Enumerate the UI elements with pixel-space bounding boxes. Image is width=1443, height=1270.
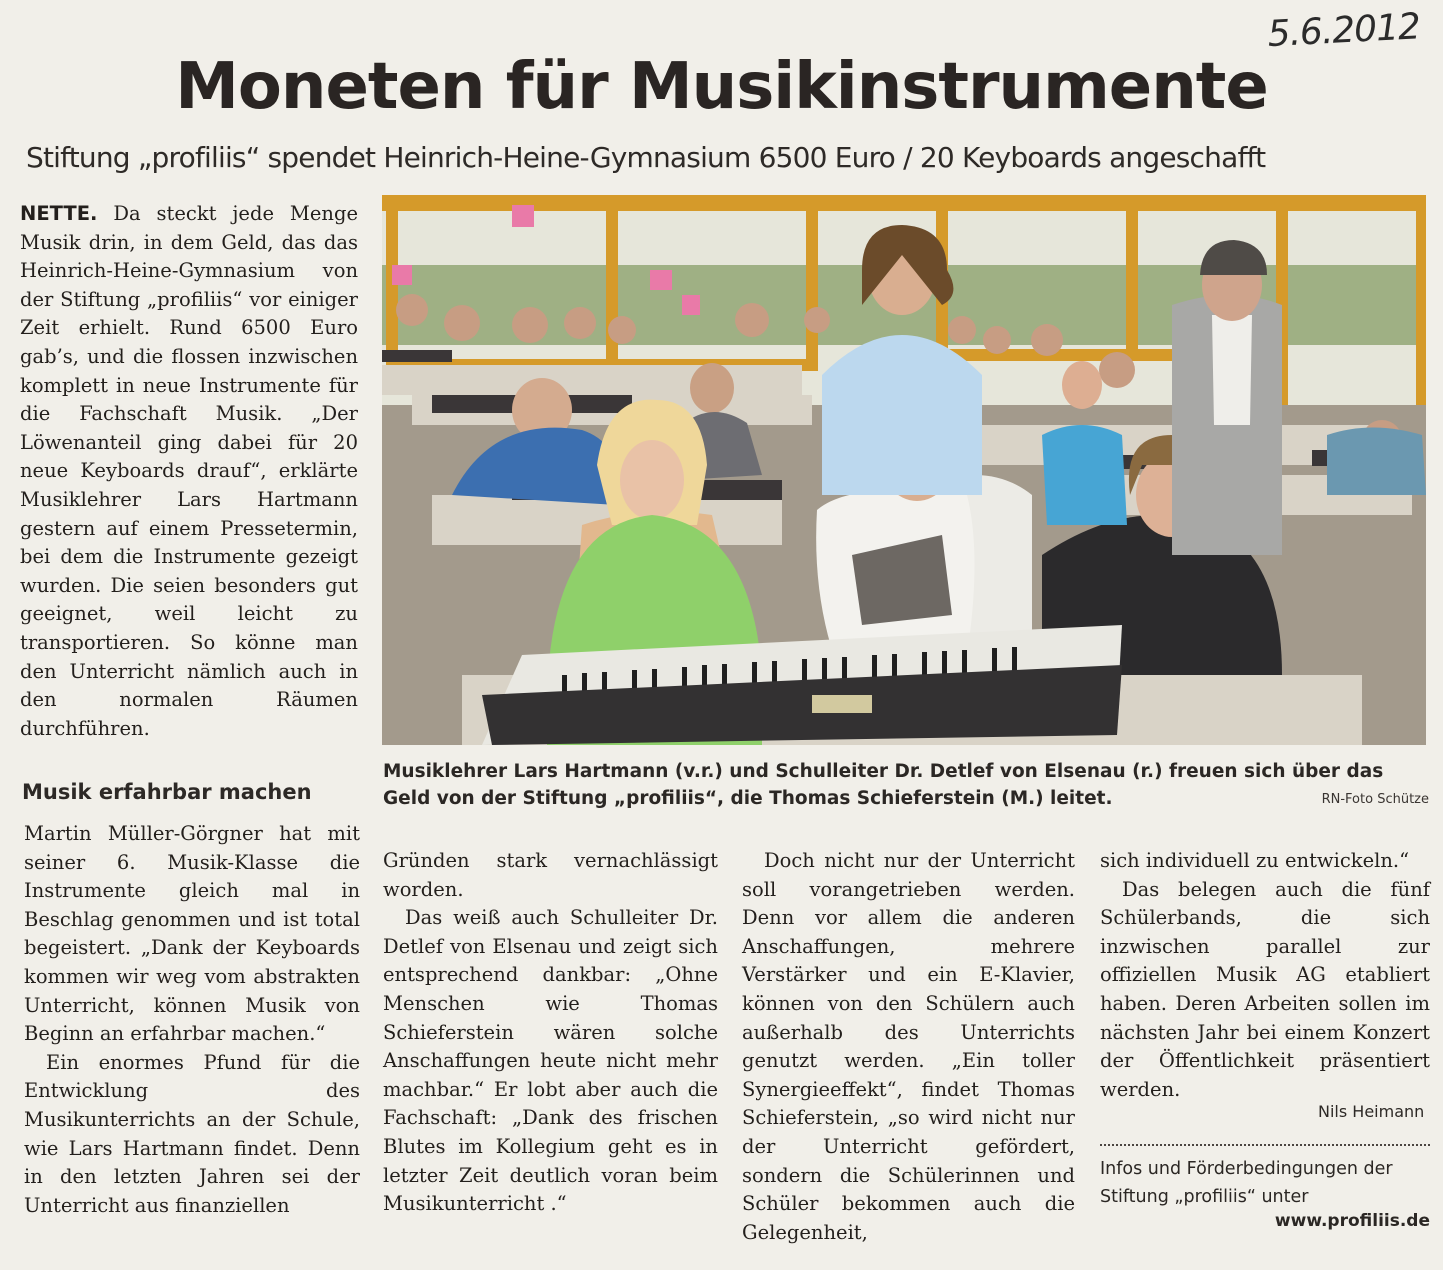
paragraph: sich individuell zu entwickeln.“ [1100, 849, 1410, 872]
bleed-through-headline [10, 0, 1270, 42]
handwritten-date: 5.6.2012 [1266, 6, 1421, 56]
paragraph: Das belegen auch die fünf Schülerbands, die sich inzwischen parallel zur offiziellen Musik AG etabliert haben. Deren Arbeiten sollen im nächsten Jahr bei einem Konzert der Öffentlichkeit präsentiert werden. [1100, 877, 1430, 1101]
paragraph: Doch nicht nur der Unterricht soll vorangetrieben werden. Denn vor allem die anderen Anschaffungen, mehrere Verstärker und ein E-Klavier, können von den Schülern auch außerhalb des Unterrichts genutzt werden. „Ein toller Synergieeffekt“, findet Thomas Schieferstein, „so wird nicht nur der Unterricht gefördert, sondern die Schülerinnen und Schüler bekommen auch die Gelegenheit, [742, 849, 1075, 1244]
classroom-photo-illustration [382, 195, 1426, 745]
paragraph: Ein enormes Pfund für die Entwicklung des Musikunterrichts an der Schule, wie Lars Hartmann findet. Denn in den letzten Jahren sei der Unterricht aus finanziellen [24, 1050, 360, 1217]
headline: Moneten für Musikinstrumente [175, 50, 1268, 124]
article-column-4 [1100, 847, 1430, 1104]
article-column-1 [24, 820, 360, 1220]
article-photo [382, 195, 1426, 745]
dateline: NETTE. [20, 202, 98, 225]
paragraph: Gründen stark vernachlässigt worden. [383, 849, 718, 901]
photo-credit: RN-Foto Schütze [1321, 792, 1429, 807]
photo-caption: Musiklehrer Lars Hartmann (v.r.) und Schulleiter Dr. Detlef von Elsenau (r.) freuen sich über das Geld von der Stiftung „profiliis“, die Thomas Schieferstein (M.) leitet. [383, 761, 1384, 809]
info-note: Infos und Förderbedingungen der Stiftung „profiliis“ unter [1100, 1159, 1393, 1207]
article-column-3 [742, 847, 1075, 1247]
intro-text: Da steckt jede Menge Musik drin, in dem Geld, das das Heinrich-Heine-Gymnasium von der Stiftung „profiliis“ vor einiger Zeit erhielt. Rund 6500 Euro gab’s, und die flossen inzwischen komplett in neue Instrumente für die Fachschaft Musik. „Der Löwenanteil ging dabei für 20 neue Keyboards drauf“, erklärte Musiklehrer Lars Hartmann gestern auf einem Pressetermin, bei dem die Instrumente gezeigt wurden. Die seien besonders gut geeignet, weil leicht zu transportieren. So könne man den Unterricht nämlich auch in den normalen Räumen durchführen. [20, 202, 358, 740]
section-subhead: Musik erfahrbar machen [22, 780, 312, 804]
paragraph: Das weiß auch Schulleiter Dr. Detlef von Elsenau und zeigt sich entsprechend dankbar: „Ohne Menschen wie Thomas Schieferstein wären solche Anschaffungen heute nicht mehr machbar.“ Er lobt aber auch die Fachschaft: „Dank des frischen Blutes im Kollegium geht es in letzter Zeit deutlich voran beim Musikunterricht .“ [383, 906, 718, 1216]
author-byline: Nils Heimann [1318, 1102, 1425, 1121]
website-link[interactable]: www.profiliis.de [1274, 1211, 1430, 1231]
article-column-2 [383, 847, 718, 1219]
paragraph: Martin Müller-Görgner hat mit seiner 6. Musik-Klasse die Instrumente gleich mal in Beschlag genommen und ist total begeistert. „Dank der Keyboards kommen wir weg vom abstrakten Unterricht, können Musik von Beginn an erfahrbar machen.“ [24, 822, 360, 1046]
subheadline: Stiftung „profiliis“ spendet Heinrich-Heine-Gymnasium 6500 Euro / 20 Keyboards angeschafft [26, 141, 1266, 174]
intro-paragraph [20, 200, 358, 743]
dotted-divider [1100, 1144, 1430, 1148]
